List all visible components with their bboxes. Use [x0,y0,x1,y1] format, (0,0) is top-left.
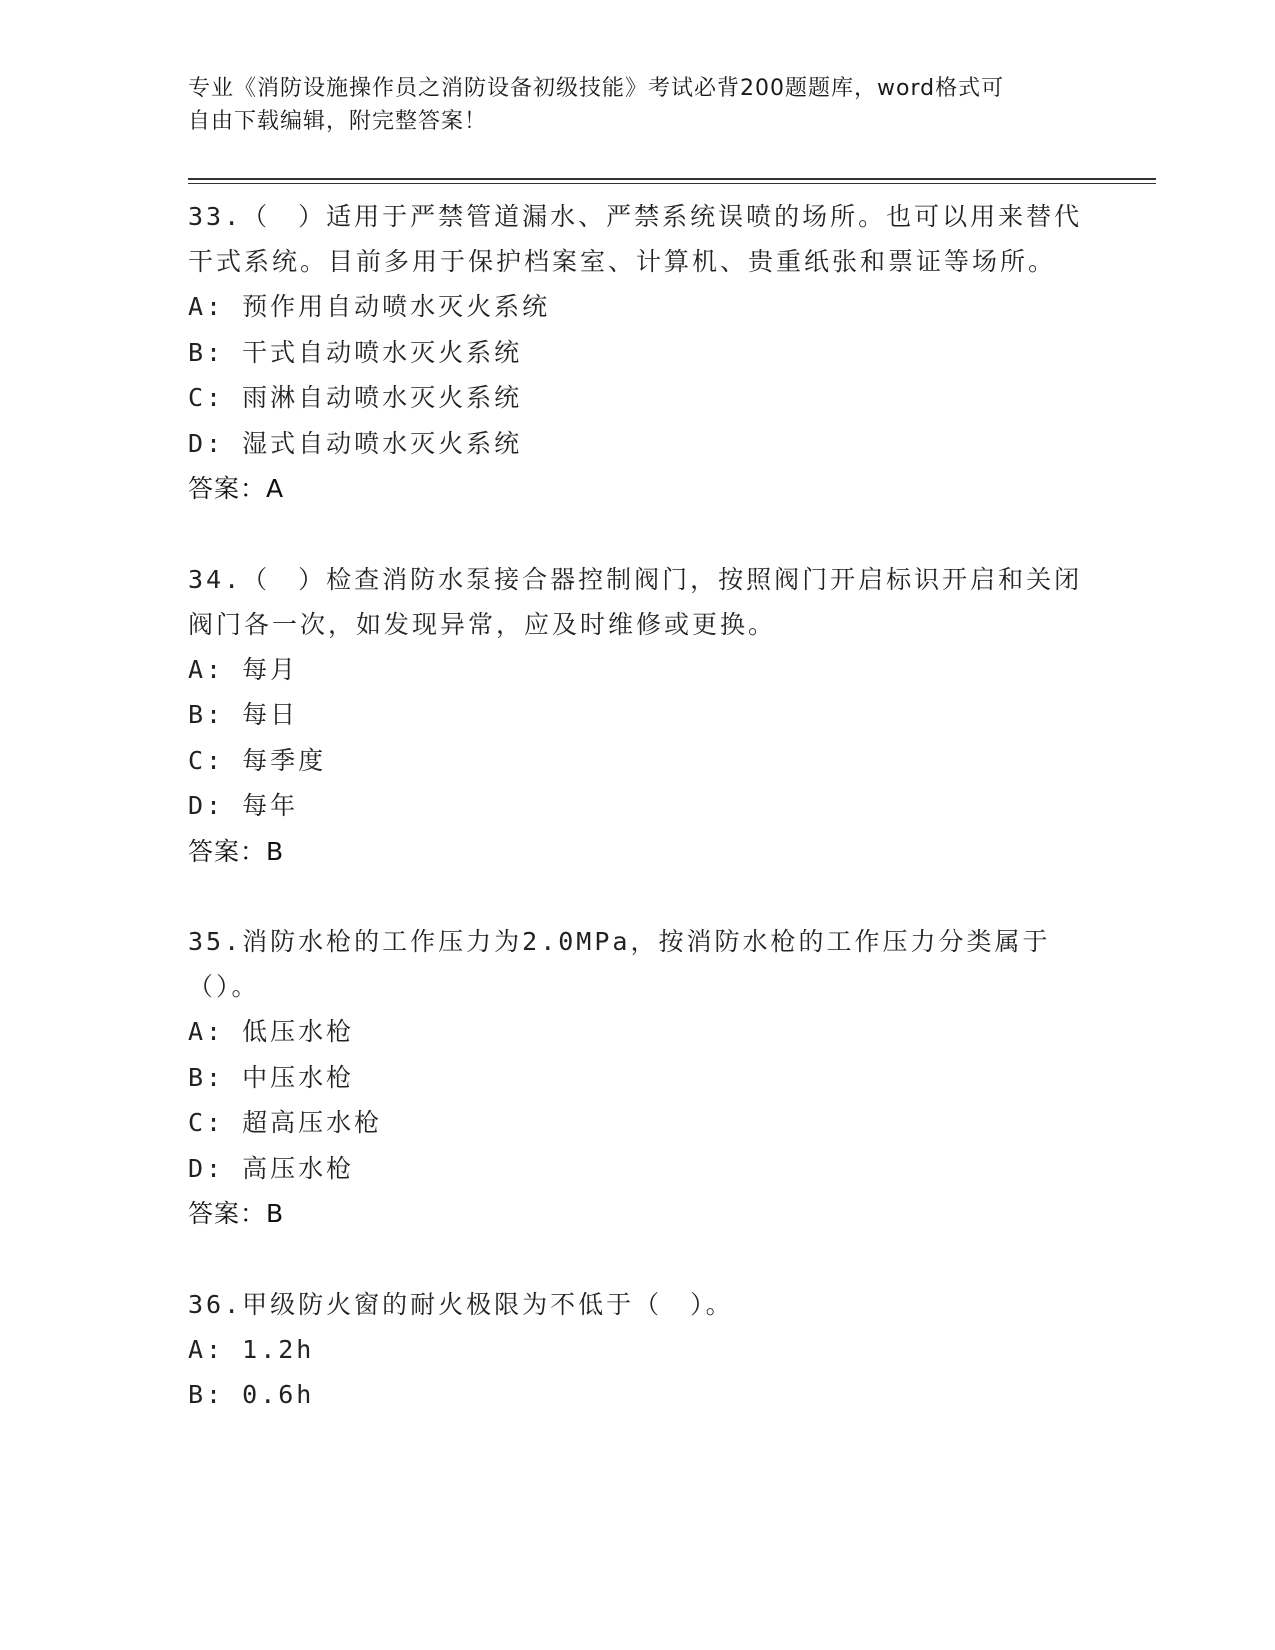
option-d: D: 每年 [188,791,299,820]
question-item [188,915,1088,1237]
option-a: A: 低压水枪 [188,1017,355,1046]
answer-line: 答案：B [188,836,285,866]
option-a: A: 1.2h [188,1334,315,1364]
question-text: 35.消防水枪的工作压力为2.0MPa，按消防水枪的工作压力分类属于（）。 [188,927,1051,1001]
option-a: A: 预作用自动喷水灭火系统 [188,292,551,321]
option-c: C: 雨淋自动喷水灭火系统 [188,383,523,412]
option-b: B: 中压水枪 [188,1062,355,1092]
option-c: C: 每季度 [188,745,327,775]
question-text: 36.甲级防火窗的耐火极限为不低于（ ）。 [188,1289,734,1319]
answer-line: 答案：A [188,474,285,503]
header-line-1: 专业《消防设施操作员之消防设备初级技能》考试必背200题题库，word格式可 [188,76,1005,101]
option-a: A: 每月 [188,654,299,684]
option-d: D: 湿式自动喷水灭火系统 [188,428,523,458]
answer-line: 答案：B [188,1199,285,1228]
option-b: B: 每日 [188,700,299,729]
header-line-2: 自由下载编辑，附完整答案！ [188,109,488,134]
header-divider-thin [188,183,1156,184]
option-b: B: 0.6h [188,1380,315,1409]
document-header [188,72,1068,138]
header-divider-thick [188,178,1156,180]
question-item [188,190,1088,512]
question-item [188,1278,1088,1418]
question-item [188,553,1088,875]
question-text: 34.（ ）检查消防水泵接合器控制阀门，按照阀门开启标识开启和关闭阀门各一次，如发现异常，应及时维修或更换。 [188,564,1083,639]
option-d: D: 高压水枪 [188,1153,355,1183]
question-list [188,190,1088,1459]
option-c: C: 超高压水枪 [188,1108,383,1137]
option-b: B: 干式自动喷水灭火系统 [188,337,523,367]
question-text: 33.（ ）适用于严禁管道漏水、严禁系统误喷的场所。也可以用来替代干式系统。目前多用于保护档案室、计算机、贵重纸张和票证等场所。 [188,202,1083,276]
